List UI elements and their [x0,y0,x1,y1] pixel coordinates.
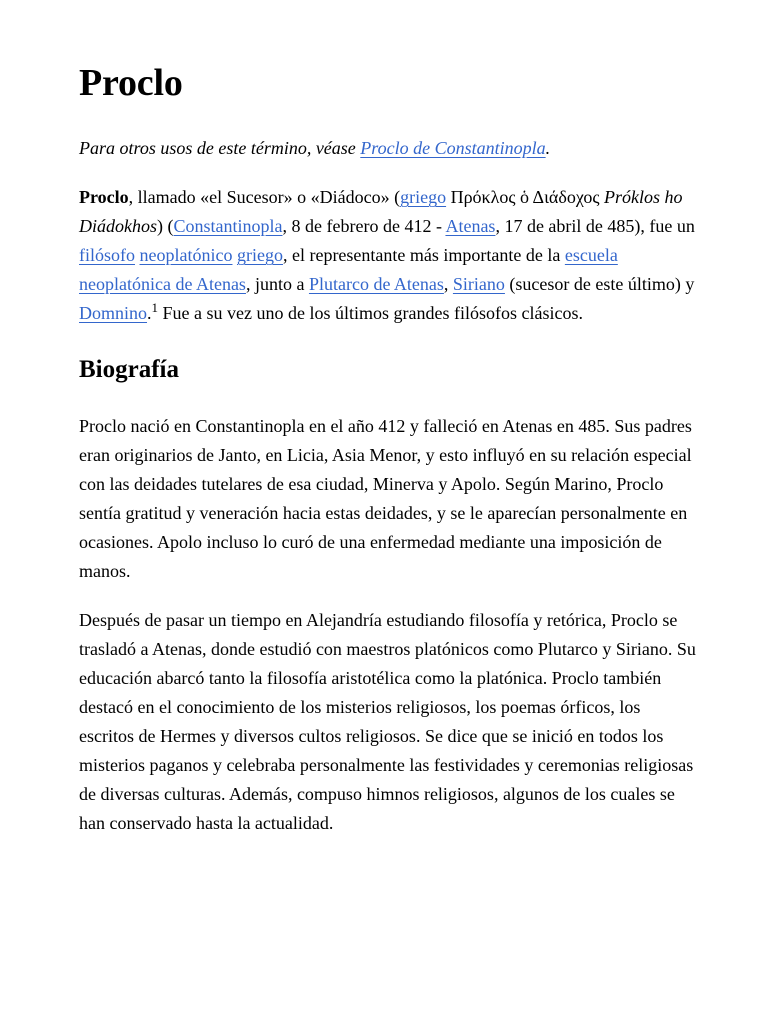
hatnote-suffix: . [545,138,551,158]
reference-marker[interactable]: 1 [151,300,159,315]
link-atenas[interactable]: Atenas [445,216,496,236]
link-neoplatonico[interactable]: neoplatónico [139,245,233,265]
intro-text: . [147,303,152,323]
page-title: Proclo [79,62,183,104]
greek-name: Πρόκλος ὁ Διάδοχος [446,187,605,207]
intro-subject-name: Proclo [79,187,129,207]
intro-text: , 17 de abril de 485), fue un [495,216,695,236]
intro-text: , 8 de febrero de 412 - [282,216,446,236]
intro-text: , el representante más importante de la [282,245,565,265]
link-siriano[interactable]: Siriano [452,274,505,294]
link-plutarco-de-atenas[interactable]: Plutarco de Atenas [308,274,444,294]
link-filosofo[interactable]: filósofo [79,245,135,265]
link-domnino[interactable]: Domnino [79,303,148,323]
hatnote-link-proclo-de-constantinopla[interactable]: Proclo de Constantinopla [360,138,546,158]
intro-text: ) ( [157,216,174,236]
hatnote-prefix: Para otros usos de este término, véase [79,138,361,158]
link-escuela-neoplatonica-de-atenas[interactable]: escuela neoplatónica de Atenas [79,245,618,294]
intro-text: , [443,274,453,294]
link-constantinopla[interactable]: Constantinopla [173,216,283,236]
intro-paragraph [79,183,699,328]
intro-text: , junto a [245,274,309,294]
intro-text: Fue a su vez uno de los últimos grandes filósofos clásicos. [158,303,583,323]
article [79,0,699,838]
intro-text: (sucesor de este último) y [504,274,695,294]
hatnote [79,134,699,163]
section-heading-biografia: Biografía [79,356,179,383]
link-griego[interactable]: griego [400,187,447,207]
link-griego-2[interactable]: griego [236,245,283,265]
transliterated-name: Próklos ho Diádokhos [79,187,683,236]
biografia-paragraph-2: Después de pasar un tiempo en Alejandría estudiando filosofía y retórica, Proclo se trasladó a Atenas, donde estudió con maestros platónicos como Plutarco y Siriano. Su educación abarcó tanto la filosofía aristotélica como la platónica. Proclo también destacó en el conocimiento de los misterios religiosos, los poemas órficos, los escritos de Hermes y diversos cultos religiosos. Se dice que se inició en todos los misterios paganos y celebraba personalmente las festividades y ceremonias religiosas de diversas culturas. Además, compuso himnos religiosos, algunos de los cuales se han conservado hasta la actualidad. [79,610,696,833]
biografia-paragraph-1: Proclo nació en Constantinopla en el año 412 y falleció en Atenas en 485. Sus padres eran originarios de Janto, en Licia, Asia Menor, y esto influyó en su relación especial con las deidades tutelares de esa ciudad, Minerva y Apolo. Según Marino, Proclo sentía gratitud y veneración hacia estas deidades, y se le aparecían personalmente en ocasiones. Apolo incluso lo curó de una enfermedad mediante una imposición de manos. [79,416,692,581]
intro-text: , llamado «el Sucesor» o «Diádoco» ( [128,187,401,207]
